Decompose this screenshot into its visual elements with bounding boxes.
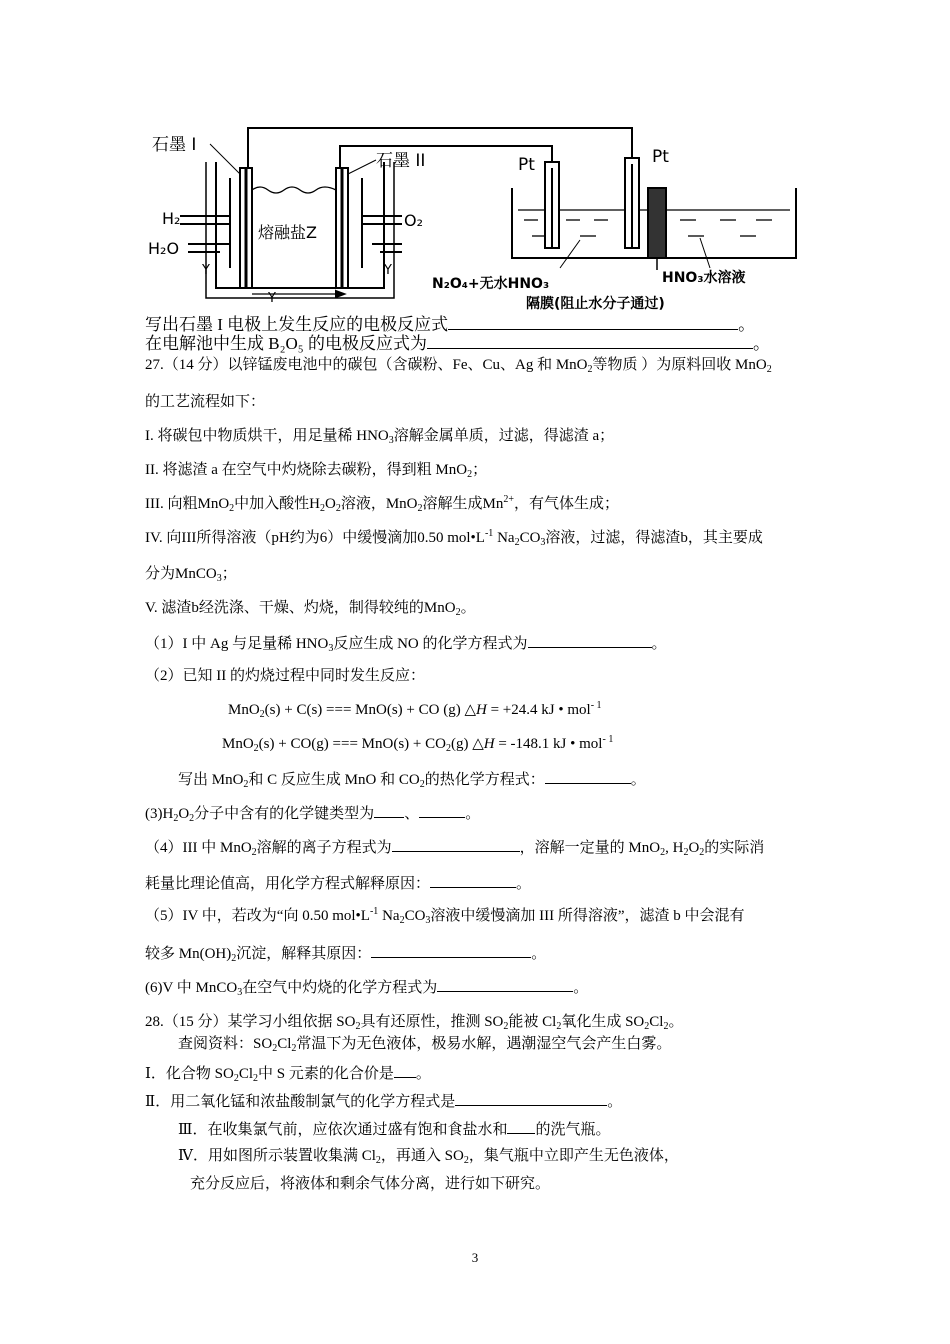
q27-intro: 27.（14 分）以锌锰废电池中的碳包（含碳粉、Fe、Cu、Ag 和 MnO$_2$等物质 ）为原料回收 MnO$_2$ — [145, 357, 772, 375]
answer-blank[interactable] — [528, 632, 652, 648]
answer-blank[interactable] — [427, 333, 753, 349]
q28-part3: Ⅲ．在收集氯气前，应依次通过盛有饱和食盐水和 的洗气瓶。 — [178, 1118, 610, 1140]
q27-equation2: MnO$_2$(s) + CO(g) === $MnO(s) + CO_2(g)$ △H = -148.1 kJ • mol$^{- 1}$ — [222, 734, 614, 754]
q27-step5: V. 滤渣b经洗涤、干燥、灼烧，制得较纯的MnO$_2$。 — [145, 600, 476, 618]
answer-blank[interactable] — [507, 1118, 535, 1134]
q27-part5: （5）IV 中，若改为“向 0.50 $mol•L^{-1}$ $Na_2CO_3$溶液中缓慢滴加 III 所得溶液”，滤渣 b 中会混有 — [145, 906, 745, 926]
q27-part1: （1）I 中 Ag 与足量稀 $HNO_3$反应生成 NO 的化学方程式为 。 — [145, 632, 667, 654]
q26-line2: 在电解池中生成 B₂O₅ 的电极反应式为 。 — [145, 334, 770, 353]
answer-blank[interactable] — [419, 802, 465, 818]
q27-step4: IV. 向III所得溶液（pH约为6）中缓慢滴加0.50 $mol•L^{-1}$ $Na_2CO_3$溶液，过滤，得滤渣b，其主要成 — [145, 528, 763, 548]
q26-line1: 写出石墨 I 电极上发生反应的电极反应式 。 — [145, 315, 756, 334]
label-pt-left: Pt — [518, 155, 535, 175]
wire-left-circuit — [248, 128, 632, 180]
q28-intro: 28.（15 分）某学习小组依据 $SO_2$具有还原性，推测 $SO_2$能被 $Cl_2$氧化生成 $SO_2Cl_2$。 — [145, 1014, 684, 1032]
q27-step3: III. 向粗MnO$_2$中加入酸性$H_2O_2$溶液，MnO$_2$溶解生成$Mn^{2+}$，有气体生成； — [145, 494, 620, 514]
q27-part2: （2）已知 II 的灼烧过程中同时发生反应： — [145, 668, 425, 684]
q28-part4-cont: 充分反应后，将液体和剩余气体分离，进行如下研究。 — [190, 1176, 551, 1192]
q27-step2: II. 将滤渣 a 在空气中灼烧除去碳粉，得到粗 MnO$_2$； — [145, 462, 488, 480]
q27-part5-cont: 较多 $Mn(OH)_2$沉淀，解释其原因： 。 — [145, 942, 546, 964]
q27-part4-cont: 耗量比理论值高，用化学方程式解释原因： 。 — [145, 872, 531, 894]
label-pt-right: Pt — [652, 147, 669, 167]
answer-blank[interactable] — [430, 872, 516, 888]
q27-step1: I. 将碳包中物质烘干，用足量稀 $HNO_3$溶解金属单质，过滤，得滤渣 a； — [145, 428, 615, 446]
q27-part2-write: 写出 MnO$_2$和 C 反应生成 MnO 和 $CO_2$的热化学方程式： 。 — [178, 768, 646, 790]
answer-blank[interactable] — [371, 942, 531, 958]
label-h2-in: H₂ — [162, 209, 181, 228]
label-left-solution: N₂O₄+无水HNO₃ — [432, 276, 550, 292]
fuel-cell-electrolysis-diagram — [140, 118, 800, 318]
q27-intro2: 的工艺流程如下： — [145, 394, 266, 410]
label-membrane: 隔膜(阻止水分子通过) — [526, 296, 665, 312]
label-y-left: Y — [202, 263, 210, 278]
label-right-solution: HNO₃水溶液 — [662, 270, 746, 286]
q28-part4: Ⅳ．用如图所示装置收集满 $Cl_2$，再通入 $SO_2$，集气瓶中立即产生无色液体， — [178, 1148, 679, 1166]
answer-blank[interactable] — [394, 1062, 416, 1078]
q28-part2: Ⅱ．用二氧化锰和浓盐酸制氯气的化学方程式是 。 — [145, 1090, 622, 1112]
answer-blank[interactable] — [545, 768, 631, 784]
page-number: 3 — [471, 1250, 479, 1265]
label-graphite-1: 石墨 I — [152, 135, 197, 155]
label-graphite-2: 石墨 II — [376, 151, 426, 171]
q27-part6: (6)V 中 MnCO$_3$在空气中灼烧的化学方程式为 。 — [145, 976, 588, 998]
answer-blank[interactable] — [448, 314, 738, 330]
q27-part3: $(3)H_2O_2$分子中含有的化学键类型为 、 。 — [145, 802, 480, 824]
q28-part1: Ⅰ．化合物 $SO_2Cl_2$中 S 元素的化合价是 。 — [145, 1062, 431, 1084]
label-y-right: Y — [384, 263, 392, 278]
q27-step4-cont: 分为MnCO$_3$； — [145, 566, 237, 584]
answer-blank[interactable] — [455, 1090, 607, 1106]
answer-blank[interactable] — [392, 836, 520, 852]
answer-blank[interactable] — [437, 976, 573, 992]
label-o2-in: O₂ — [404, 211, 424, 230]
q27-equation1: MnO$_2$(s) + C(s) === MnO(s) + CO (g) △H = +24.4 kJ • mol$^{- 1}$ — [228, 700, 602, 720]
apparatus-figure — [140, 118, 800, 318]
label-h2o-out: H₂O — [148, 239, 180, 258]
label-y-bottom: Y — [268, 291, 276, 306]
answer-blank[interactable] — [374, 802, 404, 818]
q28-reference: 查阅资料：$SO_2Cl_2$常温下为无色液体，极易水解，遇潮湿空气会产生白雾。 — [178, 1036, 672, 1054]
label-molten-salt: 熔融盐Z — [258, 223, 317, 242]
q27-part4: （4）III 中 MnO$_2$溶解的离子方程式为 ，溶解一定量的 MnO$_2$, $H_2O_2$的实际消 — [145, 836, 764, 858]
